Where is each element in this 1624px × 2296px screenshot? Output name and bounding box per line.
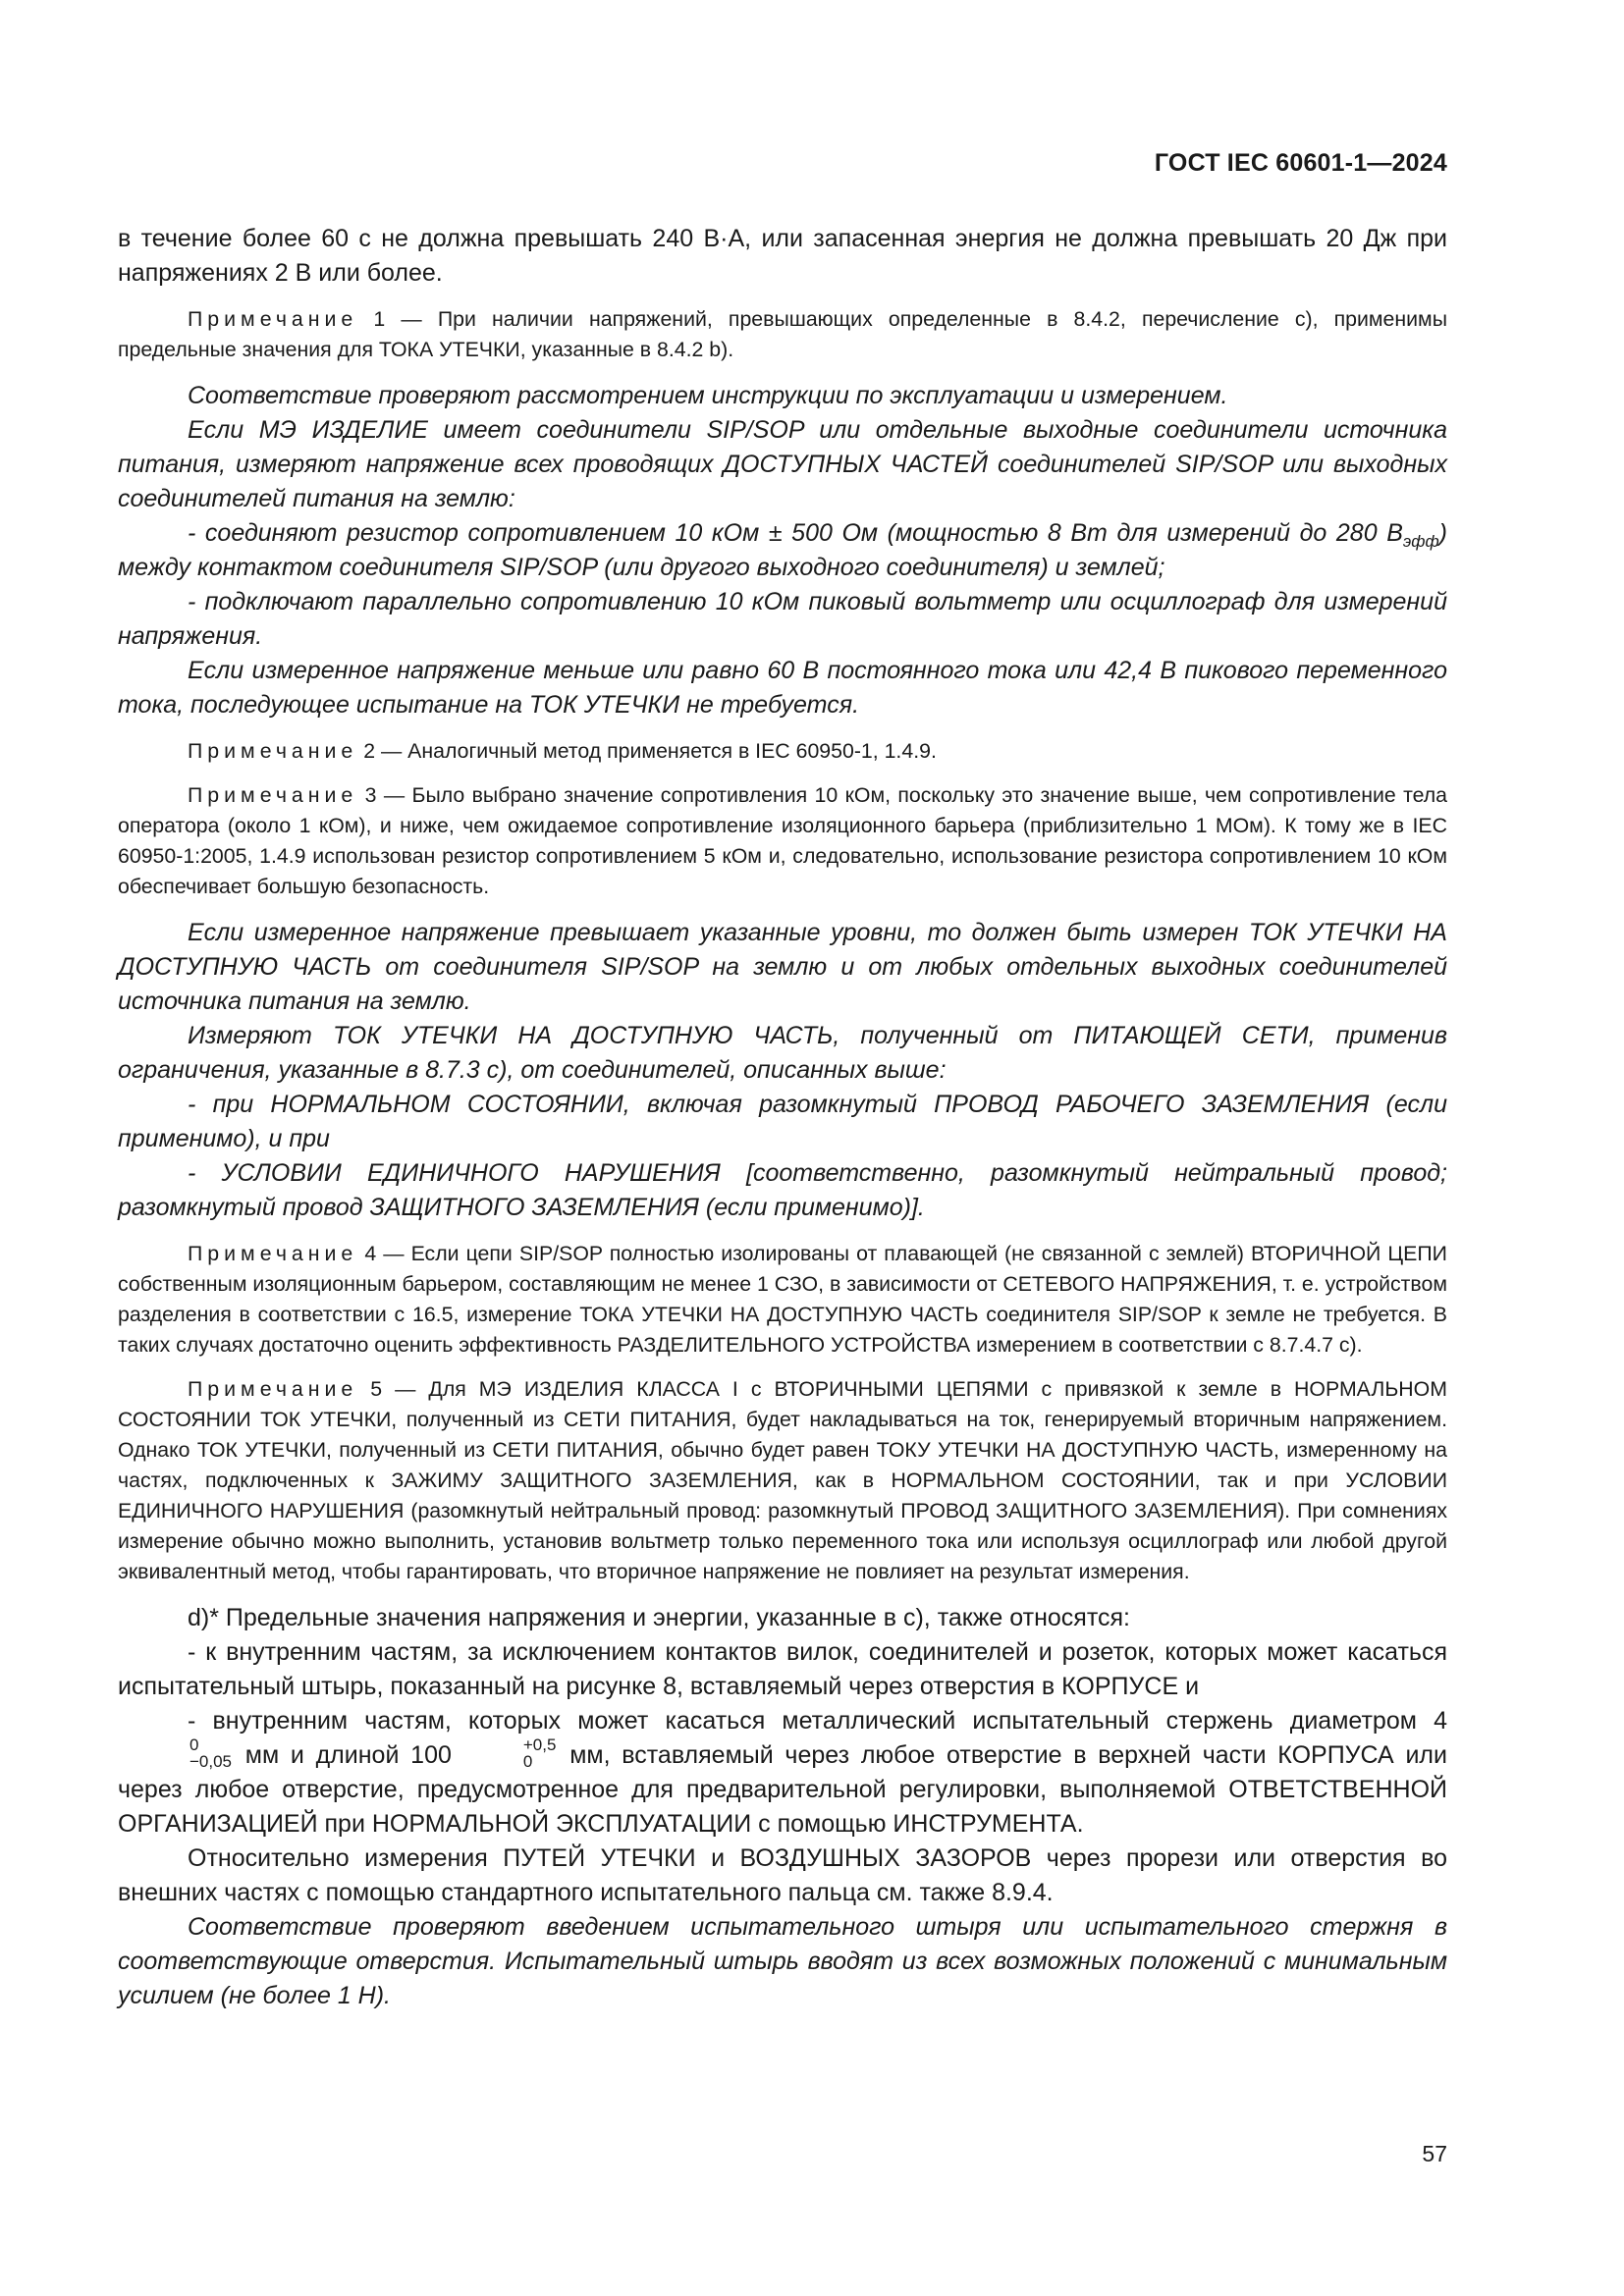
note-4-text: 4 — Если цепи SIP/SOP полностью изолированы от плавающей (не связанной с землей) ВТОРИЧНОЙ ЦЕПИ собственным изоляционным барьером, составляющим не менее 1 СЗО, в зависимости от СЕТЕВОГО НАПРЯЖЕНИЯ, т. е. устройством разделения в соответствии с 16.5, измерение ТОКА УТЕЧКИ НА ДОСТУПНУЮ ЧАСТЬ соединителя SIP/SOP к земле не требуется. В таких случаях достаточно оценить эффективность РАЗДЕЛИТЕЛЬНОГО УСТРОЙСТВА измерением в соответствии с 8.7.4.7 с). <box>118 1242 1447 1357</box>
tolerance-length-upper: +0,5 <box>522 1735 557 1755</box>
note-4 <box>118 1239 1447 1361</box>
tolerance-length-lower: 0 <box>522 1752 533 1772</box>
paragraph-14: Относительно измерения ПУТЕЙ УТЕЧКИ и ВОЗДУШНЫХ ЗАЗОРОВ через прорези или отверстия во внешних частях с помощью стандартного испытательного пальца см. также 8.9.4. <box>118 1844 1447 1907</box>
paragraph-2: Соответствие проверяют рассмотрением инструкции по эксплуатации и измерением. <box>188 382 1228 409</box>
paragraph-4-b: ) между контактом соединителя SIP/SOP (или другого выходного соединителя) и землей; <box>118 519 1447 581</box>
tolerance-diameter <box>120 1736 232 1770</box>
document-header: ГОСТ IEC 60601-1—2024 <box>1154 149 1447 177</box>
paragraph-6: Если измеренное напряжение меньше или равно 60 В постоянного тока или 42,4 В пикового переменного тока, последующее испытание на ТОК УТЕЧКИ не требуется. <box>118 657 1447 719</box>
paragraph-13-b: мм и длиной 100 <box>244 1741 452 1769</box>
paragraph-1: в течение более 60 с не должна превышать 240 В·А, или запасенная энергия не должна превышать 20 Дж при напряжениях 2 В или более. <box>118 225 1447 287</box>
paragraph-4 <box>118 516 1447 585</box>
paragraph-4-sub: эфф <box>1402 532 1439 551</box>
page-number: 57 <box>1422 2141 1447 2166</box>
paragraph-11: d)* Предельные значения напряжения и энергии, указанные в с), также относятся: <box>188 1604 1130 1631</box>
note-1 <box>118 304 1447 365</box>
note-5 <box>118 1374 1447 1587</box>
paragraph-8: Измеряют ТОК УТЕЧКИ НА ДОСТУПНУЮ ЧАСТЬ, полученный от ПИТАЮЩЕЙ СЕТИ, применив ограничения, указанные в 8.7.3 с), от соединителей, описанных выше: <box>118 1022 1447 1084</box>
tolerance-length <box>454 1736 557 1770</box>
document-body <box>118 222 1447 2013</box>
note-3 <box>118 780 1447 902</box>
note-4-label: Примечание <box>188 1242 358 1265</box>
note-1-text: 1 — При наличии напряжений, превышающих определенные в 8.4.2, перечисление с), применимы предельные значения для ТОКА УТЕЧКИ, указанные в 8.4.2 b). <box>118 307 1447 361</box>
paragraph-10: - УСЛОВИИ ЕДИНИЧНОГО НАРУШЕНИЯ [соответственно, разомкнутый нейтральный провод; разомкнутый провод ЗАЩИТНОГО ЗАЗЕМЛЕНИЯ (если применимо)]. <box>118 1159 1447 1221</box>
note-2-label: Примечание <box>188 739 358 763</box>
paragraph-7: Если измеренное напряжение превышает указанные уровни, то должен быть измерен ТОК УТЕЧКИ НА ДОСТУПНУЮ ЧАСТЬ от соединителя SIP/SOP на землю и от любых отдельных выходных соединителей источника питания на землю. <box>118 919 1447 1015</box>
paragraph-5: - подключают параллельно сопротивлению 10 кОм пиковый вольтметр или осциллограф для измерений напряжения. <box>118 588 1447 650</box>
note-2 <box>118 736 1447 767</box>
note-2-text: 2 — Аналогичный метод применяется в IEC 60950-1, 1.4.9. <box>357 739 937 763</box>
note-5-text: 5 — Для МЭ ИЗДЕЛИЯ КЛАССА I с ВТОРИЧНЫМИ ЦЕПЯМИ с привязкой к земле в НОРМАЛЬНОМ СОСТОЯНИИ ТОК УТЕЧКИ, полученный из СЕТИ ПИТАНИЯ, будет накладываться на ток, генерируемый вторичным напряжением. Однако ТОК УТЕЧКИ, полученный из СЕТИ ПИТАНИЯ, обычно будет равен ТОКУ УТЕЧКИ НА ДОСТУПНУЮ ЧАСТЬ, измеренному на частях, подключенных к ЗАЖИМУ ЗАЩИТНОГО ЗАЗЕМЛЕНИЯ, как в НОРМАЛЬНОМ СОСТОЯНИИ, так и при УСЛОВИИ ЕДИНИЧНОГО НАРУШЕНИЯ (разомкнутый нейтральный провод: разомкнутый ПРОВОД ЗАЩИТНОГО ЗАЗЕМЛЕНИЯ). При сомнениях измерение обычно можно выполнить, установив вольтметр только переменного тока или используя осциллограф или любой другой эквивалентный метод, чтобы гарантировать, что вторичное напряжение не повлияет на результат измерения. <box>118 1377 1447 1583</box>
paragraph-3: Если МЭ ИЗДЕЛИЕ имеет соединители SIP/SOP или отдельные выходные соединители источника питания, измеряют напряжение всех проводящих ДОСТУПНЫХ ЧАСТЕЙ соединителей SIP/SOP или выходных соединителей питания на землю: <box>118 416 1447 512</box>
tolerance-diameter-upper: 0 <box>189 1735 199 1755</box>
note-3-text: 3 — Было выбрано значение сопротивления 10 кОм, поскольку это значение выше, чем сопротивление тела оператора (около 1 кОм), и ниже, чем ожидаемое сопротивление изоляционного барьера (приблизительно 1 МОм). К тому же в IEC 60950-1:2005, 1.4.9 использован резистор сопротивлением 5 кОм и, следовательно, использование резистора сопротивлением 10 кОм обеспечивает большую безопасность. <box>118 783 1447 898</box>
note-5-label: Примечание <box>188 1377 358 1401</box>
paragraph-9: - при НОРМАЛЬНОМ СОСТОЯНИИ, включая разомкнутый ПРОВОД РАБОЧЕГО ЗАЗЕМЛЕНИЯ (если применимо), и при <box>118 1091 1447 1152</box>
paragraph-13-a: - внутренним частям, которых может касаться металлический испытательный стержень диаметром 4 <box>188 1707 1447 1735</box>
paragraph-13 <box>118 1704 1447 1842</box>
paragraph-4-a: - соединяют резистор сопротивлением 10 кОм ± 500 Ом (мощностью 8 Вт для измерений до 280 В <box>188 519 1403 547</box>
tolerance-diameter-lower: −0,05 <box>189 1752 233 1772</box>
paragraph-15: Соответствие проверяют введением испытательного штыря или испытательного стержня в соответствующие отверстия. Испытательный штырь вводят из всех возможных положений с минимальным усилием (не более 1 Н). <box>118 1913 1447 2010</box>
paragraph-12: - к внутренним частям, за исключением контактов вилок, соединителей и розеток, которых может касаться испытательный штырь, показанный на рисунке 8, вставляемый через отверстия в КОРПУСЕ и <box>118 1638 1447 1700</box>
note-1-label: Примечание <box>188 307 358 331</box>
paragraph-13-c: мм, вставляемый через любое отверстие в верхней части КОРПУСА или через любое отверстие, предусмотренное для предварительной регулировки, выполняемой ОТВЕТСТВЕННОЙ ОРГАНИЗАЦИЕЙ при НОРМАЛЬНОЙ ЭКСПЛУАТАЦИИ с помощью ИНСТРУМЕНТА. <box>118 1741 1447 1839</box>
note-3-label: Примечание <box>188 783 358 807</box>
